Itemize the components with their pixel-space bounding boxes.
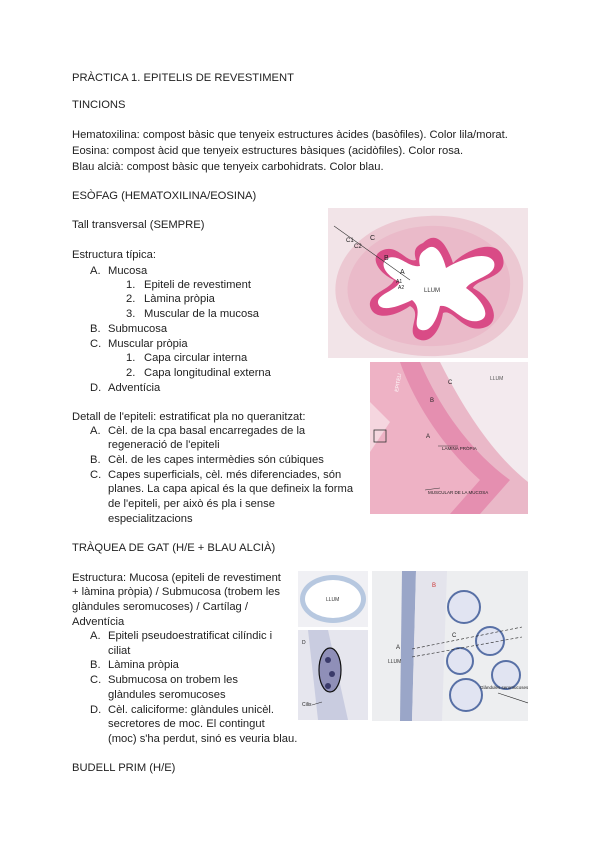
list-marker: A. (90, 425, 101, 437)
list-item: Muscular pròpia (108, 338, 188, 350)
trachea-structure: + làmina pròpia) / Submucosa (trobem les (72, 586, 280, 598)
list-item: Mucosa (108, 265, 148, 277)
structure-heading: Estructura típica: (72, 249, 156, 261)
list-item: Cèl. de les capes intermèdies són cúbiques (108, 454, 324, 466)
label-d: D (302, 640, 306, 646)
cilia-label: Cilis (302, 702, 312, 708)
label-c: C (448, 380, 453, 386)
list-item: Cèl. caliciforme: glàndules unicèl. (108, 704, 275, 716)
list-marker: D. (90, 382, 102, 394)
list-item: Epiteli de revestiment (144, 279, 251, 291)
label-b: B (384, 255, 389, 262)
list-item: planes. La capa apical és la que defineix la forma (108, 483, 354, 495)
trachea-heading: TRÀQUEA DE GAT (H/E + BLAU ALCIÀ) (72, 542, 276, 554)
list-item: Capes superficials, cèl. més diferenciades, són (108, 469, 342, 481)
label-a2: A2 (398, 285, 405, 291)
stain-alcian-blue: Blau alcià: compost bàsic que tenyeix carbohidrats. Color blau. (72, 161, 384, 173)
label-b: B (430, 398, 435, 404)
list-marker: C. (90, 469, 102, 481)
list-item: de l'epiteli, per això és pla i sense (108, 498, 275, 510)
label-a1: A1 (396, 279, 403, 285)
lumen-label: LLUM (326, 597, 340, 603)
list-marker: C. (90, 338, 102, 350)
list-item: especialitzacions (108, 513, 193, 525)
list-item: (moc) s'ha perdut, sinó es veuria blau. (108, 733, 298, 745)
gland-label: Glàndules seromucoses (480, 685, 528, 690)
label-c2: C2 (354, 244, 362, 250)
stains-heading: TINCIONS (72, 99, 126, 111)
trachea-wall-image (372, 571, 528, 721)
lumen-label: LLUM (424, 288, 441, 294)
list-marker: C. (90, 674, 102, 686)
list-item: Adventícia (108, 382, 161, 394)
list-marker: 3. (126, 308, 136, 320)
page-title: PRÀCTICA 1. EPITELIS DE REVESTIMENT (72, 72, 294, 84)
list-item: Capa longitudinal externa (144, 367, 271, 379)
lumen-label: LLUM (490, 376, 504, 382)
esophagus-epithelium-image (370, 362, 528, 514)
stain-eosin: Eosina: compost àcid que tenyeix estructures bàsiques (acidòfiles). Color rosa. (72, 145, 464, 157)
list-marker: D. (90, 704, 102, 716)
lamina-label: LÀMINA PRÒPIA (442, 446, 477, 451)
list-item: Làmina pròpia (108, 659, 179, 671)
label-c1: C1 (346, 238, 354, 244)
list-marker: 1. (126, 352, 136, 364)
list-marker: A. (90, 630, 101, 642)
lumen-label: LLUM (388, 659, 402, 665)
esophagus-cut: Tall transversal (SEMPRE) (72, 219, 205, 231)
list-item: Submucosa (108, 323, 168, 335)
label-a: A (400, 269, 405, 276)
list-marker: A. (90, 265, 101, 277)
detail-heading: Detall de l'epiteli: estratificat pla no queranitzat: (72, 411, 306, 423)
list-item: glàndules seromucoses (108, 689, 226, 701)
list-item: Cèl. de la cpa basal encarregades de la (108, 425, 306, 437)
esophagus-cross-section-image (328, 208, 528, 358)
list-item: regeneració de l'epiteli (108, 439, 220, 451)
stain-hematoxylin: Hematoxilina: compost bàsic que tenyeix estructures àcides (basòfiles). Color lila/morat. (72, 129, 508, 141)
trachea-structure: Adventícia (72, 616, 125, 628)
epithelium-label: EPITELI (394, 372, 404, 393)
list-marker: 2. (126, 293, 136, 305)
muscularis-label: MUSCULAR DE LA MUCOSA (428, 490, 489, 495)
list-item: Làmina pròpia (144, 293, 215, 305)
label-b: B (432, 583, 437, 589)
list-marker: 1. (126, 279, 136, 291)
list-item: Submucosa on trobem les (108, 674, 238, 686)
list-item: secretores de moc. El contingut (108, 718, 265, 730)
list-item: ciliat (108, 645, 131, 657)
intestine-heading: BUDELL PRIM (H/E) (72, 762, 176, 774)
list-item: Capa circular interna (144, 352, 248, 364)
label-c: C (452, 633, 457, 639)
trachea-overview-image (298, 571, 368, 627)
trachea-structure: glàndules seromucoses) / Cartílag / (72, 601, 248, 613)
list-item: Muscular de la mucosa (144, 308, 260, 320)
label-c: C (370, 235, 376, 242)
trachea-cilia-image (298, 630, 368, 720)
list-item: Epiteli pseudoestratificat cilíndic i (108, 630, 273, 642)
list-marker: 2. (126, 367, 136, 379)
trachea-structure: Estructura: Mucosa (epiteli de revestiment (72, 572, 281, 584)
list-marker: B. (90, 454, 101, 466)
list-marker: B. (90, 659, 101, 671)
esophagus-heading: ESÒFAG (HEMATOXILINA/EOSINA) (72, 190, 257, 202)
label-a: A (396, 645, 401, 651)
label-a: A (426, 434, 431, 440)
list-marker: B. (90, 323, 101, 335)
